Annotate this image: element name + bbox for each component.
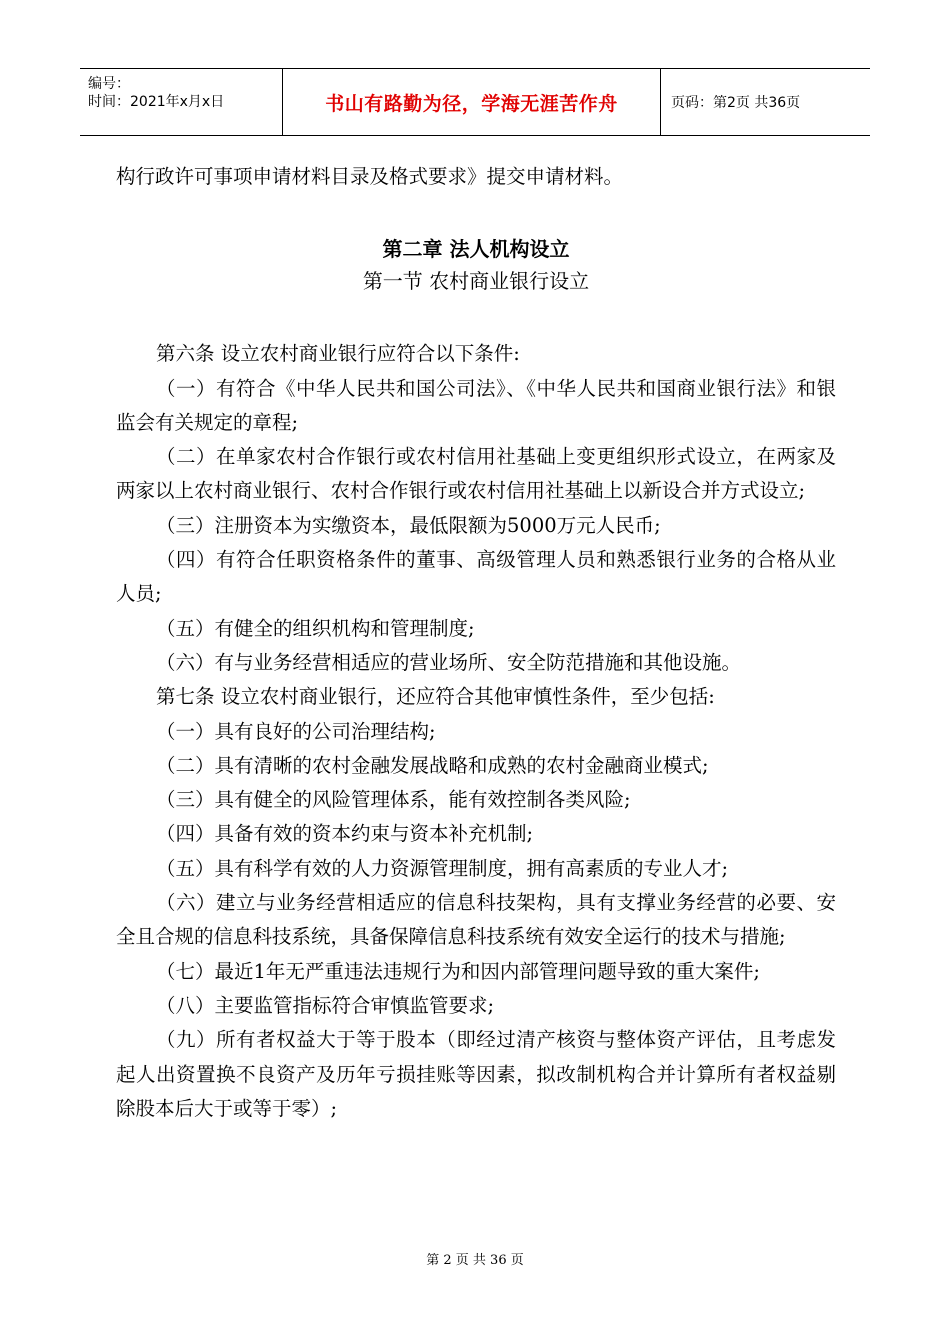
document-number-label: 编号： — [88, 76, 130, 92]
header-meta-cell — [80, 69, 283, 135]
chapter-title: 第二章 法人机构设立 — [382, 237, 570, 262]
paragraph-article-7: 第七条 设立农村商业银行，还应符合其他审慎性条件，至少包括: — [156, 685, 715, 709]
paragraph: （三）具有健全的风险管理体系，能有效控制各类风险; — [156, 788, 631, 812]
section-title: 第一节 农村商业银行设立 — [362, 269, 590, 294]
header-page-label: 页码：第2页 共36页 — [671, 95, 801, 111]
paragraph: （六）建立与业务经营相适应的信息科技架构，具有支撑业务经营的必要、安全且合规的信息科技系统，具备保障信息科技系统有效安全运行的技术与措施; — [116, 891, 836, 949]
paragraph: （三）注册资本为实缴资本，最低限额为5000万元人民币; — [156, 513, 661, 537]
paragraph: （二）在单家农村合作银行或农村信用社基础上变更组织形式设立，在两家及两家以上农村商业银行、农村合作银行或农村信用社基础上以新设合并方式设立; — [116, 445, 836, 503]
paragraph: （四）具备有效的资本约束与资本补充机制; — [156, 822, 534, 846]
document-time-label: 时间：2021年x月x日 — [88, 94, 225, 110]
header-motto: 书山有路勤为径，学海无涯苦作舟 — [283, 69, 661, 135]
page-footer: 第 2 页 共 36 页 — [426, 1253, 524, 1268]
paragraph: （一）具有良好的公司治理结构; — [156, 719, 436, 743]
paragraph: （四）有符合任职资格条件的董事、高级管理人员和熟悉银行业务的合格从业人员; — [116, 548, 836, 606]
paragraph: （八）主要监管指标符合审慎监管要求; — [156, 993, 495, 1017]
document-body — [116, 160, 836, 1126]
paragraph: （五）有健全的组织机构和管理制度; — [156, 616, 475, 640]
page-header-table — [80, 68, 870, 136]
paragraph: （六）有与业务经营相适应的营业场所、安全防范措施和其他设施。 — [156, 650, 742, 674]
continuation-text: 构行政许可事项申请材料目录及格式要求》提交申请材料。 — [116, 165, 624, 188]
paragraph: （二）具有清晰的农村金融发展战略和成熟的农村金融商业模式; — [156, 753, 709, 777]
paragraph: （五）具有科学有效的人力资源管理制度，拥有高素质的专业人才; — [156, 856, 729, 880]
paragraph: （一）有符合《中华人民共和国公司法》、《中华人民共和国商业银行法》和银监会有关规定的章程; — [116, 376, 836, 434]
paragraph-article-6: 第六条 设立农村商业银行应符合以下条件: — [156, 342, 520, 366]
paragraph: （九）所有者权益大于等于股本（即经过清产核资与整体资产评估，且考虑发起人出资置换不良资产及历年亏损挂账等因素，拟改制机构合并计算所有者权益剔除股本后大于或等于零）; — [116, 1028, 836, 1120]
paragraph: （七）最近1年无严重违法违规行为和因内部管理问题导致的重大案件; — [156, 959, 760, 983]
